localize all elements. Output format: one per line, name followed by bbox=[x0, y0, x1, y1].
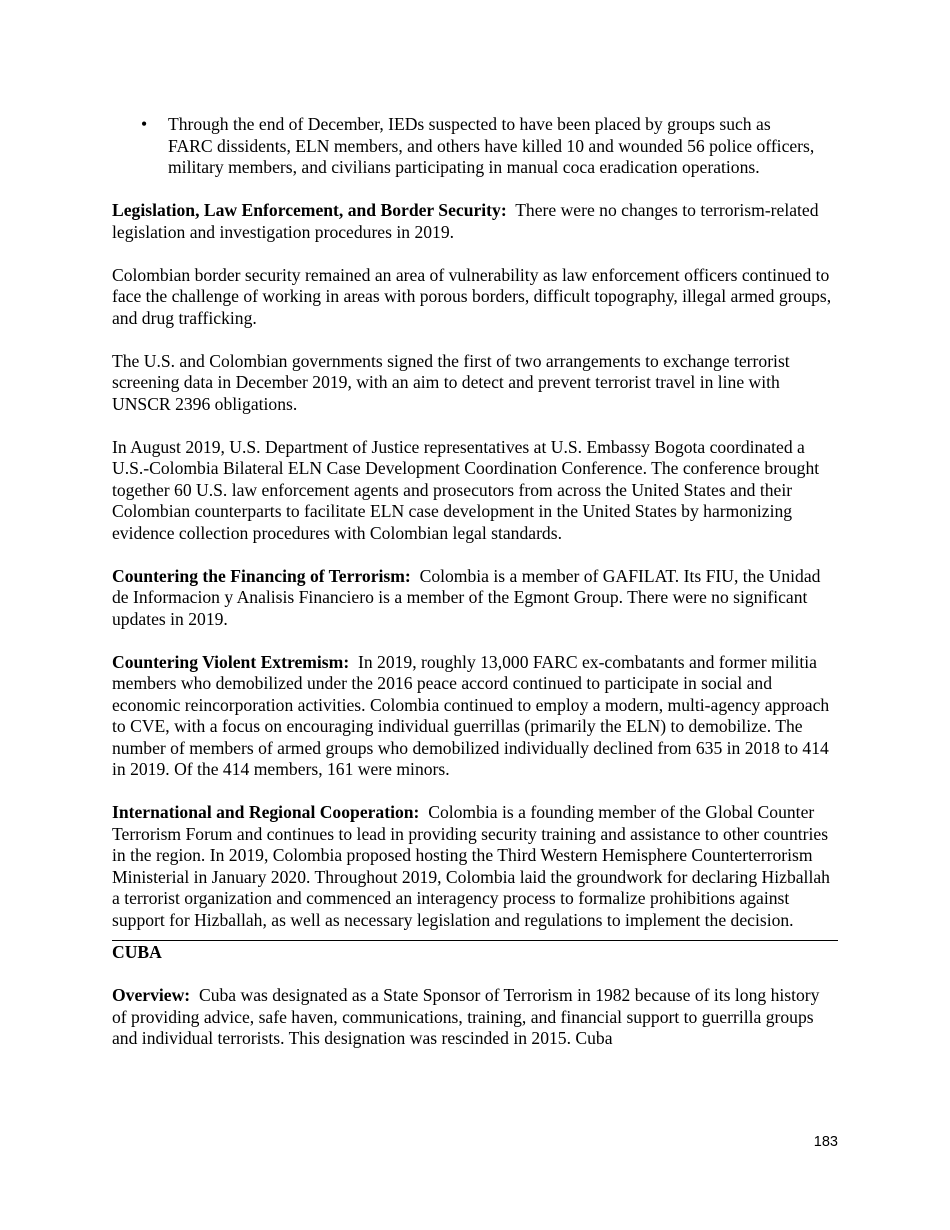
paragraph-cooperation bbox=[112, 802, 838, 931]
paragraph-text: Colombia is a member of GAFILAT. Its FIU, the Unidad de Informacion y Analisis Financiero is a member of the Egmont Group. There were no significant updates in 2019. bbox=[112, 565, 821, 629]
paragraph-label: Countering the Financing of Terrorism: bbox=[112, 565, 411, 586]
paragraph-label: International and Regional Cooperation: bbox=[112, 802, 420, 822]
paragraph-text: Colombia is a founding member of the Global Counter Terrorism Forum and continues to lead in providing security training and assistance to other countries in the region. In 2019, Colombia proposed hosting the Third Western Hemisphere Counterterrorism Ministerial in January 2020. Throughout 2019, Colombia laid the groundwork for declaring Hizballah a terrorist organization and commenced an interagency process to formalize prohibitions against support for Hizballah, as well as necessary legislation and regulations to implement the decision. bbox=[112, 802, 830, 930]
paragraph-label: Countering Violent Extremism: bbox=[112, 651, 350, 672]
bullet-icon: • bbox=[141, 114, 148, 134]
paragraph-text: Cuba was designated as a State Sponsor of Terrorism in 1982 because of its long history of providing advice, safe haven, communications, training, and financial support to guerrilla groups and individual terrorists. This designation was rescinded in 2015. Cuba bbox=[112, 985, 820, 1048]
paragraph-text: In August 2019, U.S. Department of Justice representatives at U.S. Embassy Bogota coordinated a U.S.-Colombia Bilateral ELN Case Development Coordination Conference. The conference brought together 60 U.S. law enforcement agents and prosecutors from across the United States and their Colombian counterparts to facilitate ELN case development in the United States by harmonizing evidence collection procedures with Colombian legal standards. bbox=[112, 436, 820, 543]
paragraph-label: Legislation, Law Enforcement, and Border Security: bbox=[112, 200, 507, 220]
paragraph-text: Colombian border security remained an area of vulnerability as law enforcement officers continued to face the challenge of working in areas with porous borders, difficult topography, illegal armed groups, and drug trafficking. bbox=[112, 264, 832, 328]
paragraph-text: The U.S. and Colombian governments signed the first of two arrangements to exchange terrorist screening data in December 2019, with an aim to detect and prevent terrorist travel in line with UNSCR 2396 obligations. bbox=[112, 350, 790, 414]
section-divider bbox=[112, 940, 838, 941]
paragraph-text: There were no changes to terrorism-related legislation and investigation procedures in 2019. bbox=[112, 200, 819, 242]
bullet-list bbox=[112, 114, 838, 179]
section-title: CUBA bbox=[112, 942, 162, 962]
document-page bbox=[112, 114, 838, 1050]
paragraph-violent-extremism bbox=[112, 652, 838, 781]
paragraph-eln-conference bbox=[112, 437, 838, 545]
list-item bbox=[112, 114, 838, 179]
paragraph-cuba-overview bbox=[112, 985, 838, 1050]
paragraph-legislation bbox=[112, 200, 838, 243]
paragraph-border-security bbox=[112, 265, 838, 330]
paragraph-financing bbox=[112, 566, 838, 631]
paragraph-label: Overview: bbox=[112, 985, 191, 1005]
paragraph-screening-data bbox=[112, 351, 838, 416]
paragraph-text: In 2019, roughly 13,000 FARC ex-combatants and former militia members who demobilized under the 2016 peace accord continued to participate in social and economic reincorporation activities. Colombia continued to employ a modern, multi-agency approach to CVE, with a focus on encouraging individual guerrillas (primarily the ELN) to demobilize. The number of members of armed groups who demobilized individually declined from 635 in 2018 to 414 in 2019. Of the 414 members, 161 were minors. bbox=[112, 651, 830, 779]
bullet-text: Through the end of December, IEDs suspected to have been placed by groups such as FARC dissidents, ELN members, and others have killed 10 and wounded 56 police officers, military members, and civilians participating in manual coca eradication operations. bbox=[168, 114, 815, 177]
page-number: 183 bbox=[813, 1134, 838, 1150]
